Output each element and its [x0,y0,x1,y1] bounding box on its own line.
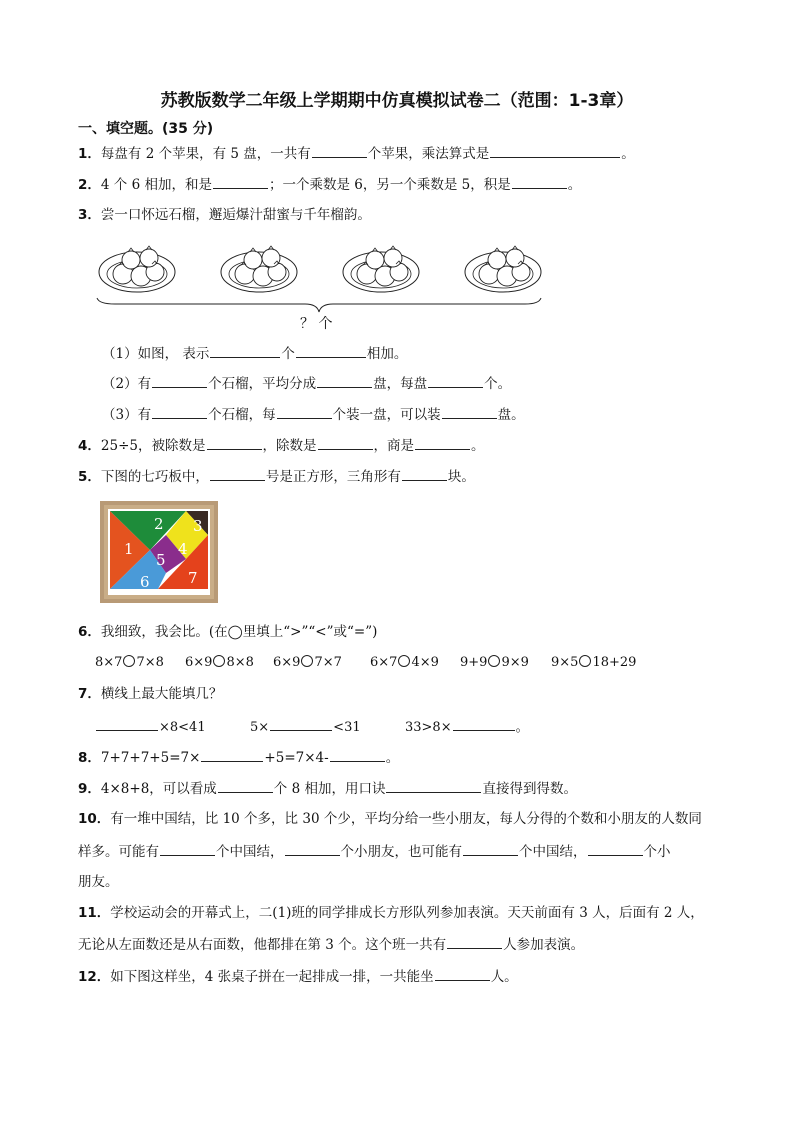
answer-blank[interactable] [207,435,262,450]
answer-blank[interactable] [318,435,373,450]
question-8 [78,747,399,768]
question-number: 3． [78,207,101,223]
expression: ×8<41 [159,720,206,735]
question-3-part-1 [102,343,407,364]
question-text: 个石榴，平均分成 [208,376,317,392]
compare-circle[interactable] [123,655,135,667]
pomegranate-plate [343,246,419,292]
answer-blank[interactable] [588,841,643,856]
expression: 5× [250,720,270,735]
answer-blank[interactable] [201,747,263,762]
question-text: （2）有 [102,376,152,392]
question-text: 。 [385,750,400,766]
compare-right: 8×8 [226,655,254,670]
max-fill-item [405,716,529,738]
question-text: 每盘有 2 个苹果，有 5 盘，一共有 [100,146,311,162]
question-12 [78,966,518,987]
question-9 [78,778,577,799]
pomegranate-plates-figure [95,236,545,314]
compare-item [185,653,254,673]
question-text: 人参加表演。 [503,937,585,953]
answer-blank[interactable] [402,466,447,481]
question-text: 号是正方形，三角形有 [265,469,401,485]
compare-left: 6×7 [370,655,398,670]
answer-blank[interactable] [453,716,515,731]
question-text: ；一个乘数是 6，另一个乘数是 5，积是 [268,177,511,193]
expression: 33>8× [405,720,452,735]
question-text: +5=7×4- [264,750,329,766]
question-text: 个石榴，每 [208,407,276,423]
compare-right: 9×9 [501,655,529,670]
question-text: 个 8 相加，用口诀 [273,781,386,797]
max-fill-item [95,716,206,738]
question-text: 个苹果，乘法算式是 [367,146,490,162]
compare-left: 6×9 [185,655,213,670]
question-number: 2． [78,177,101,193]
piece-label: 5 [156,551,166,569]
compare-item [551,653,636,673]
question-11-line-2 [78,934,584,955]
answer-blank[interactable] [96,716,158,731]
answer-blank[interactable] [463,841,518,856]
total-brace [97,298,541,312]
answer-blank[interactable] [270,716,332,731]
question-4 [78,435,485,456]
answer-blank[interactable] [210,343,280,358]
answer-blank[interactable] [490,143,620,158]
question-text: 横线上最大能填几？ [100,686,223,702]
page-title: 苏教版数学二年级上学期期中仿真模拟试卷二（范围：1-3章） [160,91,634,111]
compare-left: 6×9 [273,655,301,670]
question-text: 个中国结， [519,844,587,860]
question-text: 25÷5，被除数是 [100,438,206,454]
question-text: 无论从左面数还是从右面数，他都排在第 3 个。这个班一共有 [78,937,447,953]
question-number: 12． [78,969,111,985]
question-text: 个。 [484,376,512,392]
compare-right: 7×7 [314,655,342,670]
answer-blank[interactable] [330,747,385,762]
question-text: 有一堆中国结，比 10 个多，比 30 个少，平均分给一些小朋友，每人分得的个数和小朋友的人数同 [110,811,702,827]
question-6 [78,622,377,642]
question-3-part-3 [102,404,525,425]
question-text: 下图的七巧板中， [100,469,209,485]
question-text: 个中国结， [216,844,284,860]
answer-blank[interactable] [152,373,207,388]
piece-label: 1 [124,540,134,558]
question-text: 个装一盘，可以装 [332,407,441,423]
answer-blank[interactable] [152,404,207,419]
compare-circle[interactable] [398,655,410,667]
question-text: 个小朋友，也可能有 [340,844,462,860]
answer-blank[interactable] [312,143,367,158]
question-number: 1． [78,146,101,162]
question-text: 我细致，我会比。(在◯里填上“>”“<”或“=”) [100,624,378,640]
pomegranate-plate [465,246,541,292]
question-text: （1）如图， 表示 [102,346,210,362]
question-10 [78,809,702,829]
answer-blank[interactable] [386,778,481,793]
compare-circle[interactable] [213,655,225,667]
question-text: 盘。 [497,407,525,423]
question-text: 个小 [643,844,671,860]
answer-blank[interactable] [285,841,340,856]
expression: 。 [515,720,529,735]
question-text: 块。 [447,469,475,485]
question-number: 6． [78,624,101,640]
question-text: 4 个 6 相加，和是 [100,177,212,193]
answer-blank[interactable] [447,934,502,949]
question-text: ，商是 [373,438,414,454]
question-3 [78,205,371,225]
piece-label: 7 [188,569,198,587]
compare-right: 4×9 [411,655,439,670]
question-text: 尝一口怀远石榴，邂逅爆汁甜蜜与千年榴韵。 [100,207,371,223]
question-text: 。 [471,438,485,454]
question-5 [78,466,475,487]
brace-label: ？ 个 [300,316,333,332]
piece-label: 2 [154,515,164,533]
question-text: 相加。 [366,346,408,362]
compare-item [273,653,342,673]
question-number: 5． [78,469,101,485]
tangram-figure [100,501,218,603]
pomegranate-plate [221,246,297,292]
compare-item [95,653,164,673]
answer-blank[interactable] [296,343,366,358]
answer-blank[interactable] [160,841,215,856]
compare-left: 8×7 [95,655,123,670]
compare-item [460,653,529,673]
answer-blank[interactable] [213,174,268,189]
answer-blank[interactable] [442,404,497,419]
question-3-part-2 [102,373,511,394]
piece-label: 3 [193,517,203,535]
question-text: 。 [567,177,582,193]
piece-label: 6 [140,573,150,591]
question-number: 10． [78,811,111,827]
answer-blank[interactable] [277,404,332,419]
compare-circle[interactable] [301,655,313,667]
question-2 [78,174,581,195]
question-text: 盘，每盘 [373,376,428,392]
max-fill-item [250,716,361,738]
question-number: 8． [78,750,101,766]
expression: <31 [333,720,361,735]
compare-circle[interactable] [579,655,591,667]
answer-blank[interactable] [415,435,470,450]
answer-blank[interactable] [210,466,265,481]
question-10-line-2 [78,841,671,862]
compare-right: 7×8 [136,655,164,670]
answer-blank[interactable] [428,373,483,388]
question-text: 。 [621,146,635,162]
compare-circle[interactable] [488,655,500,667]
question-number: 11． [78,905,111,921]
question-1 [78,143,635,164]
question-text: 人。 [490,969,518,985]
answer-blank[interactable] [218,778,273,793]
question-11 [78,903,704,923]
pomegranate-plate [99,246,175,292]
section-heading: 一、填空题。(35 分) [78,121,214,137]
question-text: 4×8+8，可以看成 [100,781,217,797]
question-number: 9． [78,781,101,797]
answer-blank[interactable] [435,966,490,981]
compare-right: 18+29 [592,655,637,670]
question-text: 如下图这样坐，4 张桌子拼在一起排成一排，一共能坐 [110,969,434,985]
question-text: 朋友。 [78,874,119,890]
question-7 [78,684,222,704]
compare-item [370,653,439,673]
compare-left: 9+9 [460,655,488,670]
question-text: 7+7+7+5=7× [100,750,201,766]
question-10-line-3 [78,872,119,892]
question-text: （3）有 [102,407,152,423]
answer-blank[interactable] [512,174,567,189]
answer-blank[interactable] [317,373,372,388]
question-text: ，除数是 [262,438,317,454]
question-number: 4． [78,438,101,454]
compare-left: 9×5 [551,655,579,670]
question-text: 样多。可能有 [78,844,159,860]
question-text: 个 [281,346,295,362]
question-text: 学校运动会的开幕式上，二(1)班的同学排成长方形队列参加表演。天天前面有 3 人，后面有 2 人， [110,905,704,921]
question-text: 直接得到得数。 [482,781,577,797]
question-number: 7． [78,686,101,702]
piece-label: 4 [178,540,188,558]
